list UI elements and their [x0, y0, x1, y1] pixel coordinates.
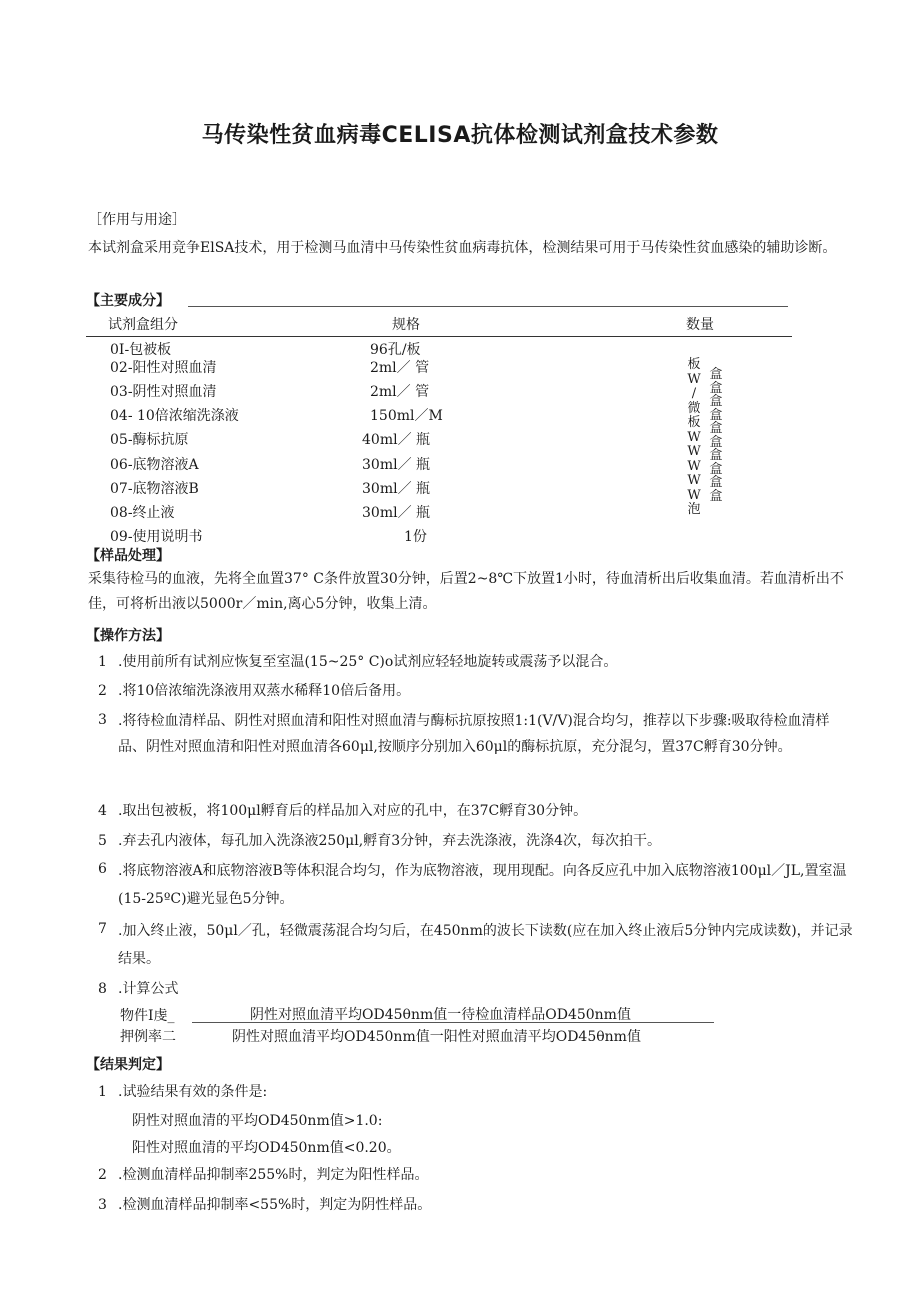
qty-glyph: W	[687, 458, 701, 474]
qty-glyph: 泡	[687, 502, 701, 517]
table-row-spec: 2ml／ 管	[370, 384, 430, 400]
result-text: .试验结果有效的条件是:	[118, 1084, 268, 1100]
qty-glyph: W	[687, 487, 701, 503]
step-text: .加入终止液，50μl／孔，轻微震荡混合均匀后，在450nm的波长下读数(应在加入终止液后5分钟内完成读数)，并记录结果。	[118, 923, 853, 967]
qty-glyph: 盒	[709, 448, 723, 463]
table-row-name: 08-终止液	[110, 505, 175, 521]
table-row-spec: 2ml／ 管	[370, 360, 430, 376]
step-number: 3	[98, 712, 107, 728]
purpose-heading: ［作用与用途］	[88, 212, 186, 228]
qty-glyph: 盒	[709, 421, 723, 436]
qty-glyph: W	[687, 444, 701, 459]
result-heading: 【结果判定】	[86, 1057, 170, 1073]
qty-glyph: /	[691, 386, 697, 401]
table-row-name: 05-酶标抗原	[110, 432, 189, 448]
result-text: 阴性对照血清的平均OD450nm值>1.0:	[132, 1113, 383, 1129]
table-rule	[86, 336, 792, 337]
step-text: .使用前所有试剂应恢复至室温(15~25° C)o试剂应轻轻地旋转或震荡予以混合。	[118, 654, 618, 670]
step-number: 4	[98, 803, 107, 819]
method-heading: 【操作方法】	[86, 628, 170, 644]
step-number: 6	[98, 861, 107, 877]
step-number: 2	[98, 683, 107, 699]
step-text: .将底物溶液A和底物溶液B等体积混合均匀，作为底物溶液，现用现配。向各反应孔中加入底物溶液100μl／JL,置室温(15-25ºC)避光显色5分钟。	[118, 863, 847, 907]
qty-glyph: 盒	[709, 475, 723, 490]
result-text: .检测血清样品抑制率<55%时，判定为阴性样品。	[118, 1197, 432, 1213]
qty-right-column	[708, 368, 724, 503]
table-row-name: 03-阴性对照血清	[110, 384, 217, 400]
col-header-component: 试剂盒组分	[108, 317, 178, 333]
qty-glyph: W	[687, 371, 701, 387]
table-row-spec: 40ml／ 瓶	[362, 432, 431, 448]
table-row-spec: 30ml／ 瓶	[362, 457, 431, 473]
formula-label-2: 押例率二	[120, 1029, 176, 1045]
step-text: .计算公式	[118, 981, 179, 997]
step-number: 7	[98, 921, 107, 937]
formula-label-1: 物件I虔_	[120, 1008, 175, 1024]
step-text: .弃去孔内液体，每孔加入洗涤液250μl,孵育3分钟，弃去洗涤液，洗涤4次，每次拍干。	[118, 833, 662, 849]
col-header-qty: 数量	[686, 317, 714, 333]
result-text: 阳性对照血清的平均OD450nm值<0.20。	[132, 1140, 401, 1156]
table-row-spec: 96孔/板	[370, 342, 421, 358]
table-row-name: 0I-包被板	[110, 342, 172, 358]
page-title: 马传染性贫血病毒CELISA抗体检测试剂盒技术参数	[201, 123, 719, 148]
qty-glyph: 盒	[709, 407, 723, 423]
components-heading: 【主要成分】	[86, 293, 170, 309]
step-number: 5	[98, 833, 107, 849]
table-row-name: 06-底物溶液A	[110, 457, 199, 473]
step-text: .将待检血清样品、阴性对照血清和阳性对照血清与酶标抗原按照1:1(V/V)混合均匀，推荐以下步骤:吸取待检血清样品、阴性对照血清和阳性对照血清各60μl,按顺序分别加入60μl的酶标抗原，充分混匀，置37C孵育30分钟。	[118, 713, 830, 755]
qty-glyph: 盒	[709, 434, 723, 450]
step-number: 8	[98, 981, 107, 997]
step-text: .取出包被板，将100μl孵育后的样品加入对应的孔中，在37C孵育30分钟。	[118, 803, 588, 819]
table-row-spec: 1份	[404, 529, 427, 545]
qty-glyph: 板	[687, 415, 701, 430]
table-row-name: 09-使用说明书	[110, 529, 203, 545]
step-number: 1	[98, 654, 107, 670]
table-row-name: 07-底物溶液B	[110, 481, 199, 497]
formula-numerator: 阴性对照血清平均OD45θnm值一待检血清样品OD450nm值	[250, 1007, 631, 1023]
step-text: .将10倍浓缩洗涤液用双蒸水稀释10倍后备用。	[118, 683, 411, 699]
qty-glyph: 微	[687, 400, 701, 416]
table-row-spec: 30ml／ 瓶	[362, 481, 431, 497]
sample-heading: 【样品处理】	[86, 548, 170, 564]
qty-glyph: W	[687, 429, 701, 445]
col-header-spec: 规格	[392, 317, 420, 333]
purpose-text: 本试剂盒采用竞争ElSA技术，用于检测马血清中马传染性贫血病毒抗体，检测结果可用于马传染性贫血感染的辅助诊断。	[88, 240, 837, 256]
result-number: 3	[98, 1197, 107, 1213]
table-row-spec: 30ml／ 瓶	[362, 505, 431, 521]
formula-denominator: 阴性对照血清平均OD450nm值一阳性对照血清平均OD45θnm值	[232, 1029, 641, 1045]
table-row-name: 04- 10倍浓缩洗涤液	[110, 408, 239, 424]
result-number: 2	[98, 1167, 107, 1183]
qty-glyph: 盒	[709, 380, 723, 396]
result-text: .检测血清样品抑制率255%时，判定为阳性样品。	[118, 1167, 429, 1183]
table-row-spec: 150ml／M	[370, 408, 443, 424]
qty-glyph: 板	[687, 357, 701, 372]
qty-glyph: 盒	[709, 461, 723, 477]
qty-glyph: W	[687, 473, 701, 488]
table-row-name: 02-阳性对照血清	[110, 360, 217, 376]
result-number: 1	[98, 1084, 107, 1100]
qty-glyph: 盒	[709, 394, 723, 409]
sample-text: 采集待检马的血液，先将全血置37° C条件放置30分钟，后置2~8℃下放置1小时，待血清析出后收集血清。若血清析出不佳，可将析出液以5000r／min,离心5分钟，收集上清。	[88, 571, 844, 612]
heading-underline	[188, 306, 788, 307]
qty-left-column	[686, 358, 702, 518]
qty-glyph: 盒	[709, 488, 723, 504]
qty-glyph: 盒	[709, 367, 723, 382]
